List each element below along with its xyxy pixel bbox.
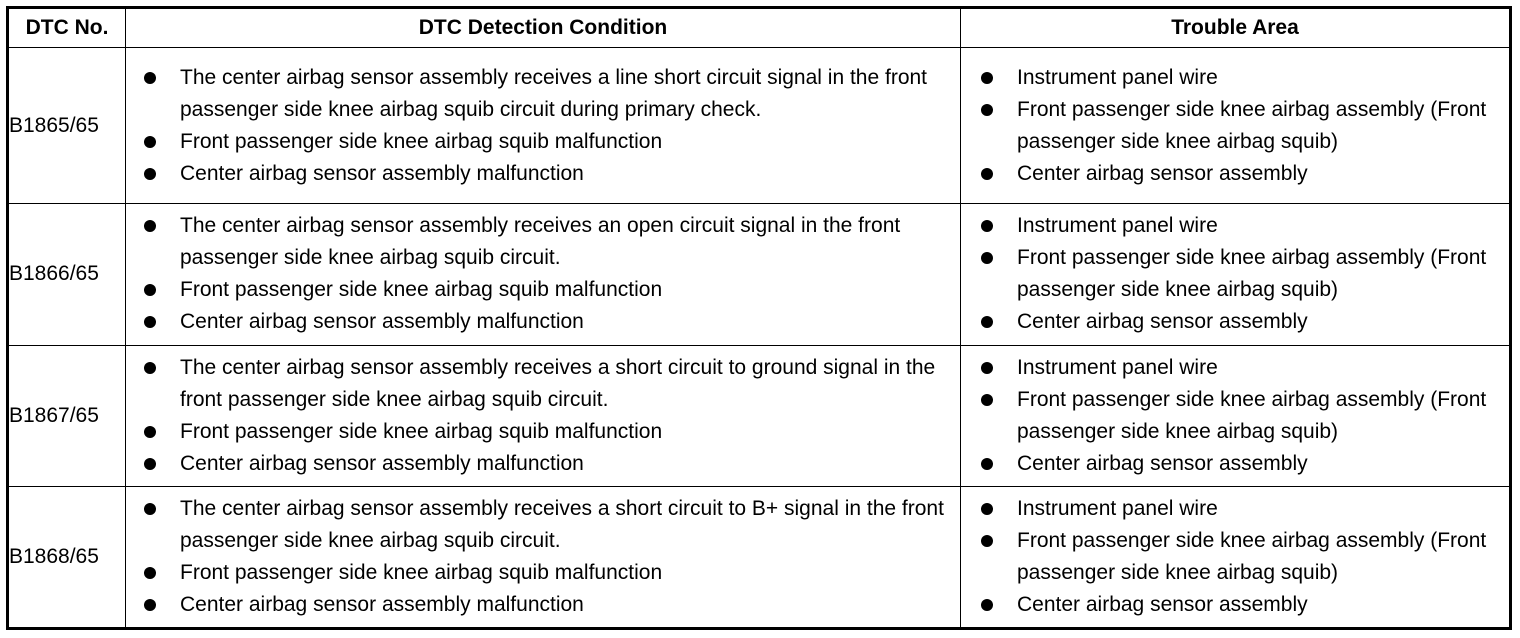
detection-condition-cell bbox=[126, 48, 961, 204]
trouble-area-item bbox=[961, 448, 1509, 480]
condition-item bbox=[126, 448, 960, 480]
trouble-area-item-text: Center airbag sensor assembly bbox=[1017, 593, 1308, 617]
bullet-icon bbox=[981, 503, 993, 515]
trouble-area-item-text: Front passenger side knee airbag assembly (Front passenger side knee airbag squib) bbox=[1017, 246, 1487, 302]
condition-item-text: Center airbag sensor assembly malfunction bbox=[180, 593, 584, 617]
bullet-icon bbox=[144, 567, 156, 579]
trouble-area-item bbox=[961, 384, 1509, 448]
bullet-icon bbox=[981, 599, 993, 611]
trouble-area-item bbox=[961, 94, 1509, 158]
trouble-area-item-text: Center airbag sensor assembly bbox=[1017, 452, 1308, 475]
condition-item-text: The center airbag sensor assembly receives a short circuit to B+ signal in the front passenger side knee airbag squib circuit. bbox=[180, 497, 944, 553]
bullet-icon bbox=[144, 220, 156, 232]
condition-item-text: Center airbag sensor assembly malfunction bbox=[180, 310, 584, 334]
condition-list bbox=[126, 493, 960, 621]
trouble-area-list bbox=[961, 352, 1509, 480]
bullet-icon bbox=[981, 252, 993, 264]
condition-item-text: Front passenger side knee airbag squib malfunction bbox=[180, 278, 663, 302]
condition-list bbox=[126, 62, 960, 190]
condition-item-text: Front passenger side knee airbag squib malfunction bbox=[180, 129, 663, 153]
trouble-area-item-text: Instrument panel wire bbox=[1017, 356, 1218, 379]
bullet-icon bbox=[981, 394, 993, 406]
trouble-area-item bbox=[961, 493, 1509, 525]
trouble-area-item-text: Front passenger side knee airbag assembly (Front passenger side knee airbag squib) bbox=[1017, 388, 1487, 443]
condition-item-text: The center airbag sensor assembly receives an open circuit signal in the front passenger side knee airbag squib circuit. bbox=[180, 214, 901, 270]
trouble-area-list bbox=[961, 210, 1509, 338]
bullet-icon bbox=[144, 316, 156, 328]
dtc-code: B1865/65 bbox=[8, 48, 126, 204]
trouble-area-item-text: Center airbag sensor assembly bbox=[1017, 310, 1308, 334]
condition-item bbox=[126, 493, 960, 557]
trouble-area-item-text: Center airbag sensor assembly bbox=[1017, 161, 1308, 185]
condition-item-text: The center airbag sensor assembly receives a short circuit to ground signal in the front passenger side knee airbag squib circuit. bbox=[180, 356, 936, 411]
condition-item bbox=[126, 352, 960, 416]
trouble-area-item-text: Front passenger side knee airbag assembly (Front passenger side knee airbag squib) bbox=[1017, 97, 1487, 153]
bullet-icon bbox=[144, 168, 156, 180]
condition-item bbox=[126, 274, 960, 306]
bullet-icon bbox=[981, 535, 993, 547]
bullet-icon bbox=[981, 104, 993, 116]
trouble-area-item bbox=[961, 242, 1509, 306]
bullet-icon bbox=[981, 168, 993, 180]
condition-item bbox=[126, 158, 960, 190]
table-row bbox=[8, 48, 1511, 204]
trouble-area-item-text: Instrument panel wire bbox=[1017, 497, 1218, 521]
header-trouble-area: Trouble Area bbox=[961, 8, 1511, 48]
condition-item bbox=[126, 557, 960, 589]
detection-condition-cell bbox=[126, 345, 961, 487]
condition-list bbox=[126, 210, 960, 338]
table-row bbox=[8, 487, 1511, 629]
bullet-icon bbox=[144, 72, 156, 84]
dtc-code: B1866/65 bbox=[8, 204, 126, 346]
trouble-area-item bbox=[961, 306, 1509, 338]
bullet-icon bbox=[144, 458, 156, 470]
condition-item-text: Front passenger side knee airbag squib malfunction bbox=[180, 420, 663, 443]
trouble-area-cell bbox=[961, 487, 1511, 629]
bullet-icon bbox=[144, 284, 156, 296]
dtc-code: B1868/65 bbox=[8, 487, 126, 629]
bullet-icon bbox=[144, 136, 156, 148]
trouble-area-item bbox=[961, 62, 1509, 94]
condition-item bbox=[126, 589, 960, 621]
trouble-area-item bbox=[961, 589, 1509, 621]
trouble-area-item-text: Instrument panel wire bbox=[1017, 65, 1218, 89]
condition-item bbox=[126, 126, 960, 158]
trouble-area-list bbox=[961, 62, 1509, 190]
condition-item-text: Center airbag sensor assembly malfunction bbox=[180, 452, 584, 475]
condition-item-text: The center airbag sensor assembly receives a line short circuit signal in the front passenger side knee airbag squib circuit during primary check. bbox=[180, 65, 928, 121]
condition-item bbox=[126, 62, 960, 126]
condition-list bbox=[126, 352, 960, 480]
trouble-area-item bbox=[961, 525, 1509, 589]
condition-item bbox=[126, 210, 960, 274]
header-row bbox=[8, 8, 1511, 48]
trouble-area-cell bbox=[961, 48, 1511, 204]
header-detection-condition: DTC Detection Condition bbox=[126, 8, 961, 48]
table-row bbox=[8, 204, 1511, 346]
condition-item-text: Center airbag sensor assembly malfunction bbox=[180, 161, 584, 185]
detection-condition-cell bbox=[126, 487, 961, 629]
trouble-area-cell bbox=[961, 204, 1511, 346]
bullet-icon bbox=[981, 362, 993, 374]
trouble-area-item-text: Front passenger side knee airbag assembly (Front passenger side knee airbag squib) bbox=[1017, 529, 1487, 585]
trouble-area-item bbox=[961, 210, 1509, 242]
dtc-code: B1867/65 bbox=[8, 345, 126, 487]
header-dtc-no: DTC No. bbox=[8, 8, 126, 48]
table-row bbox=[8, 345, 1511, 487]
detection-condition-cell bbox=[126, 204, 961, 346]
bullet-icon bbox=[981, 220, 993, 232]
trouble-area-item bbox=[961, 352, 1509, 384]
bullet-icon bbox=[144, 362, 156, 374]
condition-item bbox=[126, 416, 960, 448]
trouble-area-cell bbox=[961, 345, 1511, 487]
condition-item-text: Front passenger side knee airbag squib malfunction bbox=[180, 561, 663, 585]
trouble-area-item-text: Instrument panel wire bbox=[1017, 214, 1218, 238]
trouble-area-list bbox=[961, 493, 1509, 621]
bullet-icon bbox=[144, 503, 156, 515]
bullet-icon bbox=[144, 426, 156, 438]
dtc-table bbox=[6, 6, 1512, 630]
bullet-icon bbox=[144, 599, 156, 611]
trouble-area-item bbox=[961, 158, 1509, 190]
bullet-icon bbox=[981, 72, 993, 84]
bullet-icon bbox=[981, 316, 993, 328]
condition-item bbox=[126, 306, 960, 338]
bullet-icon bbox=[981, 458, 993, 470]
